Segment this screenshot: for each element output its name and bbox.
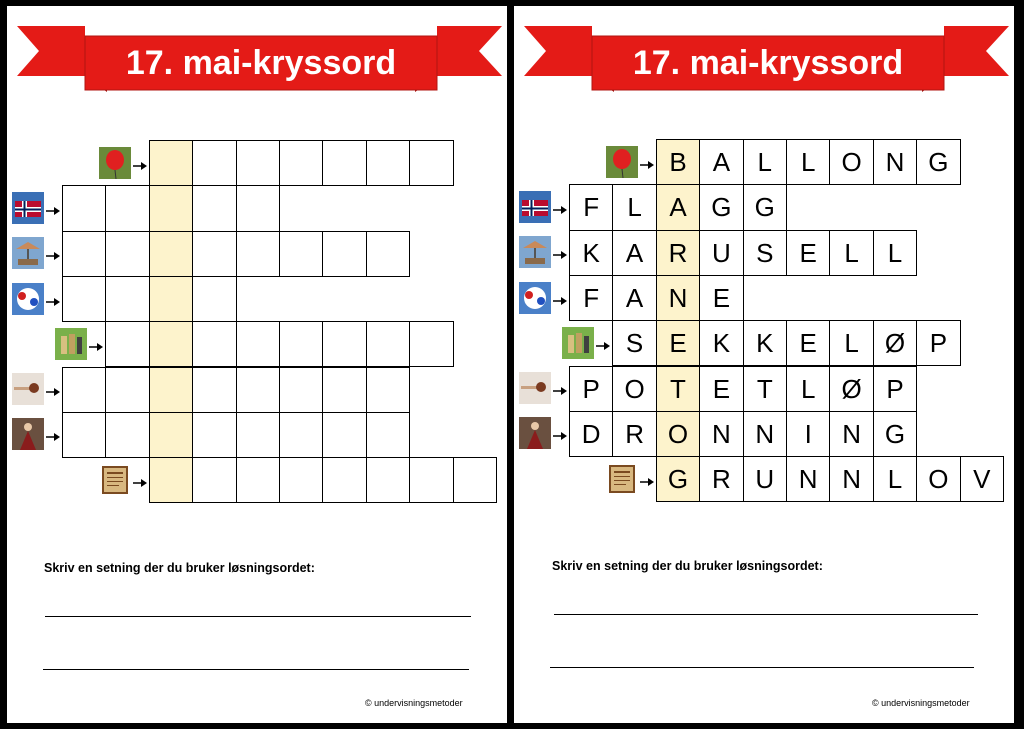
grid-cell[interactable] [366, 457, 410, 503]
grid-cell[interactable]: P [916, 320, 960, 366]
grid-cell[interactable] [279, 140, 323, 186]
grid-cell[interactable]: L [743, 139, 787, 185]
grid-cell[interactable]: A [612, 275, 656, 321]
writing-line[interactable] [550, 667, 974, 668]
grid-cell[interactable] [366, 321, 410, 367]
grid-cell[interactable]: K [569, 230, 613, 276]
grid-cell[interactable]: L [786, 139, 830, 185]
solution-cell[interactable] [149, 321, 193, 367]
grid-cell[interactable]: A [699, 139, 743, 185]
grid-cell[interactable] [322, 367, 366, 413]
grid-cell[interactable]: F [569, 184, 613, 230]
grid-cell[interactable] [105, 231, 149, 277]
worksheet-page-solution [514, 6, 1014, 723]
balloon-icon [606, 146, 638, 178]
grid-cell[interactable] [192, 321, 236, 367]
grid-cell[interactable] [62, 276, 106, 322]
grid-cell[interactable]: E [699, 366, 743, 412]
norwegian-flag-icon [519, 191, 551, 223]
arrow-right-icon [133, 475, 147, 485]
grid-cell[interactable] [322, 412, 366, 458]
grid-cell[interactable] [62, 367, 106, 413]
arrow-right-icon [46, 429, 60, 439]
grid-cell[interactable]: L [873, 230, 917, 276]
writing-line[interactable] [554, 614, 978, 615]
grid-cell[interactable]: E [699, 275, 743, 321]
grid-cell[interactable] [279, 367, 323, 413]
grid-cell[interactable] [62, 185, 106, 231]
writing-line[interactable] [45, 616, 471, 617]
grid-cell[interactable] [192, 231, 236, 277]
grid-cell[interactable]: S [612, 320, 656, 366]
grid-cell[interactable] [409, 140, 453, 186]
page-title: 17. mai-kryssord [125, 44, 397, 82]
grid-cell[interactable]: L [829, 230, 873, 276]
solution-cell[interactable]: E [656, 320, 700, 366]
grid-cell[interactable] [192, 457, 236, 503]
arrow-right-icon [553, 202, 567, 212]
grid-cell[interactable] [409, 321, 453, 367]
grid-cell[interactable]: A [612, 230, 656, 276]
grid-cell[interactable]: K [699, 320, 743, 366]
grid-cell[interactable]: N [873, 139, 917, 185]
norwegian-flag-icon [12, 192, 44, 224]
grid-cell[interactable]: G [743, 184, 787, 230]
constitution-icon [99, 464, 131, 496]
banner-flag-icon [12, 283, 44, 315]
grid-cell[interactable]: N [786, 456, 830, 502]
arrow-right-icon [89, 339, 103, 349]
grid-cell[interactable] [366, 412, 410, 458]
grid-cell[interactable] [105, 367, 149, 413]
grid-cell[interactable] [105, 185, 149, 231]
grid-cell[interactable] [366, 231, 410, 277]
balloon-icon [99, 147, 131, 179]
grid-cell[interactable] [366, 140, 410, 186]
grid-cell[interactable] [192, 412, 236, 458]
grid-cell[interactable] [192, 185, 236, 231]
grid-cell[interactable]: F [569, 275, 613, 321]
arrow-right-icon [46, 294, 60, 304]
grid-cell[interactable]: L [829, 320, 873, 366]
grid-cell[interactable] [62, 231, 106, 277]
solution-cell[interactable]: R [656, 230, 700, 276]
solution-cell[interactable] [149, 367, 193, 413]
grid-cell[interactable]: G [699, 184, 743, 230]
arrow-right-icon [553, 293, 567, 303]
writing-line[interactable] [43, 669, 469, 670]
arrow-right-icon [46, 248, 60, 258]
worksheet-page-blank [7, 6, 507, 723]
grid-cell[interactable]: O [612, 366, 656, 412]
grid-cell[interactable]: N [743, 411, 787, 457]
grid-cell[interactable]: G [873, 411, 917, 457]
grid-cell[interactable] [105, 276, 149, 322]
arrow-right-icon [553, 247, 567, 257]
solution-cell[interactable] [149, 457, 193, 503]
arrow-right-icon [553, 428, 567, 438]
grid-cell[interactable] [322, 321, 366, 367]
sack-race-icon [55, 328, 87, 360]
solution-cell[interactable]: A [656, 184, 700, 230]
constitution-icon [606, 463, 638, 495]
grid-cell[interactable]: U [699, 230, 743, 276]
carousel-icon [12, 237, 44, 269]
grid-cell[interactable] [322, 231, 366, 277]
solution-cell[interactable] [149, 412, 193, 458]
grid-cell[interactable] [322, 140, 366, 186]
grid-cell[interactable]: D [569, 411, 613, 457]
solution-cell[interactable] [149, 231, 193, 277]
grid-cell[interactable]: U [743, 456, 787, 502]
arrow-right-icon [133, 158, 147, 168]
solution-cell[interactable] [149, 140, 193, 186]
grid-cell[interactable]: V [960, 456, 1004, 502]
grid-cell[interactable]: I [786, 411, 830, 457]
banner-flag-icon [519, 282, 551, 314]
solution-cell[interactable]: T [656, 366, 700, 412]
copyright-text: © undervisningsmetoder [365, 698, 463, 708]
grid-cell[interactable]: P [873, 366, 917, 412]
grid-cell[interactable] [409, 457, 453, 503]
solution-cell[interactable]: G [656, 456, 700, 502]
arrow-right-icon [640, 474, 654, 484]
grid-cell[interactable] [236, 367, 280, 413]
grid-cell[interactable] [279, 231, 323, 277]
grid-cell[interactable]: L [786, 366, 830, 412]
grid-cell[interactable] [236, 185, 280, 231]
grid-cell[interactable]: L [612, 184, 656, 230]
grid-cell[interactable] [322, 457, 366, 503]
grid-cell[interactable]: K [743, 320, 787, 366]
solution-cell[interactable]: O [656, 411, 700, 457]
grid-cell[interactable] [236, 321, 280, 367]
queen-icon [519, 417, 551, 449]
sack-race-icon [562, 327, 594, 359]
solution-cell[interactable]: N [656, 275, 700, 321]
grid-cell[interactable] [192, 367, 236, 413]
potato-race-icon [12, 373, 44, 405]
grid-cell[interactable]: L [873, 456, 917, 502]
arrow-right-icon [46, 384, 60, 394]
grid-cell[interactable]: E [786, 230, 830, 276]
grid-cell[interactable]: O [829, 139, 873, 185]
grid-cell[interactable] [105, 321, 149, 367]
carousel-icon [519, 236, 551, 268]
grid-cell[interactable]: O [916, 456, 960, 502]
grid-cell[interactable]: N [829, 411, 873, 457]
queen-icon [12, 418, 44, 450]
grid-cell[interactable]: Ø [873, 320, 917, 366]
sentence-prompt: Skriv en setning der du bruker løsningsordet: [44, 561, 315, 575]
grid-cell[interactable] [236, 412, 280, 458]
grid-cell[interactable]: E [786, 320, 830, 366]
grid-cell[interactable] [192, 140, 236, 186]
grid-cell[interactable]: N [829, 456, 873, 502]
grid-cell[interactable] [236, 457, 280, 503]
grid-cell[interactable]: P [569, 366, 613, 412]
grid-cell[interactable] [279, 457, 323, 503]
grid-cell[interactable] [236, 140, 280, 186]
sentence-prompt: Skriv en setning der du bruker løsningsordet: [552, 559, 823, 573]
grid-cell[interactable]: G [916, 139, 960, 185]
grid-cell[interactable] [236, 231, 280, 277]
grid-cell[interactable] [366, 367, 410, 413]
copyright-text: © undervisningsmetoder [872, 698, 970, 708]
solution-cell[interactable] [149, 185, 193, 231]
grid-cell[interactable]: S [743, 230, 787, 276]
arrow-right-icon [596, 338, 610, 348]
grid-cell[interactable]: N [699, 411, 743, 457]
grid-cell[interactable] [453, 457, 497, 503]
grid-cell[interactable]: T [743, 366, 787, 412]
solution-cell[interactable]: B [656, 139, 700, 185]
grid-cell[interactable] [279, 321, 323, 367]
crossword-grid [514, 6, 1014, 723]
arrow-right-icon [553, 383, 567, 393]
grid-cell[interactable] [279, 412, 323, 458]
arrow-right-icon [640, 157, 654, 167]
grid-cell[interactable] [192, 276, 236, 322]
grid-cell[interactable]: R [612, 411, 656, 457]
grid-cell[interactable]: Ø [829, 366, 873, 412]
arrow-right-icon [46, 203, 60, 213]
potato-race-icon [519, 372, 551, 404]
grid-cell[interactable] [62, 412, 106, 458]
grid-cell[interactable]: R [699, 456, 743, 502]
grid-cell[interactable] [105, 412, 149, 458]
page-title: 17. mai-kryssord [632, 44, 904, 82]
solution-cell[interactable] [149, 276, 193, 322]
